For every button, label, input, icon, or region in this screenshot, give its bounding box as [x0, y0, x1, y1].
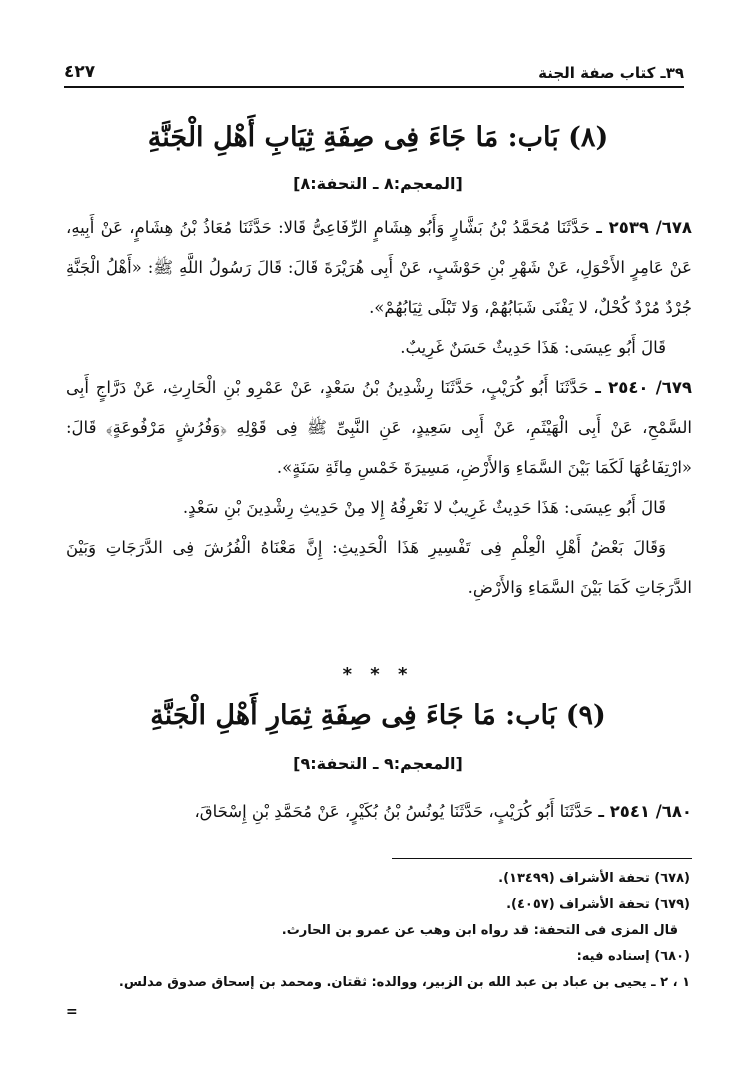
footnote-679: (٦٧٩) تحفة الأشراف (٤٠٥٧). [506, 897, 690, 912]
chapter-ref-8: [المعجم:٨ ـ التحفة:٨] [293, 174, 463, 193]
hadith-body: حَدَّثَنَا مُحَمَّدُ بْنُ بَشَّارٍ وَأَبُو هِشَامٍ الرِّفَاعِىُّ قَالا: حَدَّثَنَا مُعَاذُ بْنُ هِشَامٍ، عَنْ أَبِيهِ، عَنْ عَامِرٍ الأَحْوَلِ، عَنْ شَهْرِ بْنِ حَوْشَبٍ، عَنْ أَبِى هُرَيْرَةَ قَالَ: قَالَ رَسُولُ اللَّهِ ﷺ: «أَهْلُ الْجَنَّةِ جُرْدٌ مُرْدٌ كُحْلٌ، لا يَفْنَى شَبَابُهُمْ، وَلا تَبْلَى ثِيَابُهُمْ». [66, 218, 692, 317]
hadith-number: ٦٧٩/ ٢٥٤٠ ـ [595, 378, 692, 397]
hadith-679 [66, 368, 692, 608]
section-separator: * * * [342, 664, 414, 685]
footnotes [66, 866, 690, 996]
footnote-680: (٦٨٠) إسناده فيه: [576, 949, 690, 964]
hadith-678-text [66, 208, 692, 328]
hadith-679-text [66, 368, 692, 488]
hadith-grading: قَالَ أَبُو عِيسَى: هَذَا حَدِيثٌ غَرِيبٌ لا نَعْرِفُهُ إِلا مِنْ حَدِيثِ رِشْدِينَ بْنِ سَعْدٍ. [182, 498, 666, 517]
hadith-body: حَدَّثَنَا أَبُو كُرَيْبٍ، حَدَّثَنَا يُونُسُ بْنُ بُكَيْرٍ، عَنْ مُحَمَّدِ بْنِ إِسْحَاقَ، [194, 802, 594, 821]
hadith-body: حَدَّثَنَا أَبُو كُرَيْبٍ، حَدَّثَنَا رِشْدِينُ بْنُ سَعْدٍ، عَنْ عَمْرِو بْنِ الْحَارِثِ، عَنْ دَرَّاجٍ أَبِى السَّمْحِ، عَنْ أَبِى الْهَيْثَمِ، عَنْ أَبِى سَعِيدٍ، عَنِ النَّبِىِّ ﷺ فِى قَوْلِهِ ﴿وَفُرُشٍ مَرْفُوعَةٍ﴾ قَالَ: «ارْتِفَاعُهَا لَكَمَا بَيْنَ السَّمَاءِ وَالأَرْضِ، مَسِيرَةَ خَمْسِ مِائَةِ سَنَةٍ». [66, 378, 692, 477]
footnote-678: (٦٧٨) تحفة الأشراف (١٣٤٩٩). [498, 871, 690, 886]
page-header [64, 58, 684, 88]
footnote-680-detail: ١ ، ٢ ـ يحيى بن عباد بن عبد الله بن الزبير، ووالده: ثقتان. ومحمد بن إسحاق صدوق مدلس. [118, 975, 690, 990]
footnote-679-note: قال المزى فى التحفة: قد رواه ابن وهب عن عمرو بن الحارث. [281, 923, 678, 938]
chapter-title-9: (٩) بَاب: مَا جَاءَ فِى صِفَةِ ثِمَارِ أَهْلِ الْجَنَّةِ [150, 700, 606, 731]
continuation-mark: = [66, 1004, 78, 1020]
running-title: ٣٩ـ كتاب صفة الجنة [538, 64, 684, 82]
hadith-grading: قَالَ أَبُو عِيسَى: هَذَا حَدِيثٌ حَسَنٌ غَرِيبٌ. [400, 338, 666, 357]
page-number: ٤٢٧ [64, 62, 96, 82]
hadith-number: ٦٨٠/ ٢٥٤١ ـ [598, 802, 692, 821]
hadith-commentary: وَقَالَ بَعْضُ أَهْلِ الْعِلْمِ فِى تَفْسِيرِ هَذَا الْحَدِيثِ: إِنَّ مَعْنَاهُ الْفُرُشَ فِى الدَّرَجَاتِ وَبَيْنَ الدَّرَجَاتِ كَمَا بَيْنَ السَّمَاءِ وَالأَرْضِ. [66, 538, 692, 597]
hadith-680 [66, 792, 692, 832]
footnote-rule [392, 858, 692, 859]
chapter-ref-9: [المعجم:٩ ـ التحفة:٩] [293, 754, 463, 773]
hadith-678 [66, 208, 692, 368]
chapter-title-8: (٨) بَاب: مَا جَاءَ فِى صِفَةِ ثِيَابِ أَهْلِ الْجَنَّةِ [147, 122, 609, 153]
hadith-680-text [66, 792, 692, 832]
hadith-number: ٦٧٨/ ٢٥٣٩ ـ [596, 218, 692, 237]
